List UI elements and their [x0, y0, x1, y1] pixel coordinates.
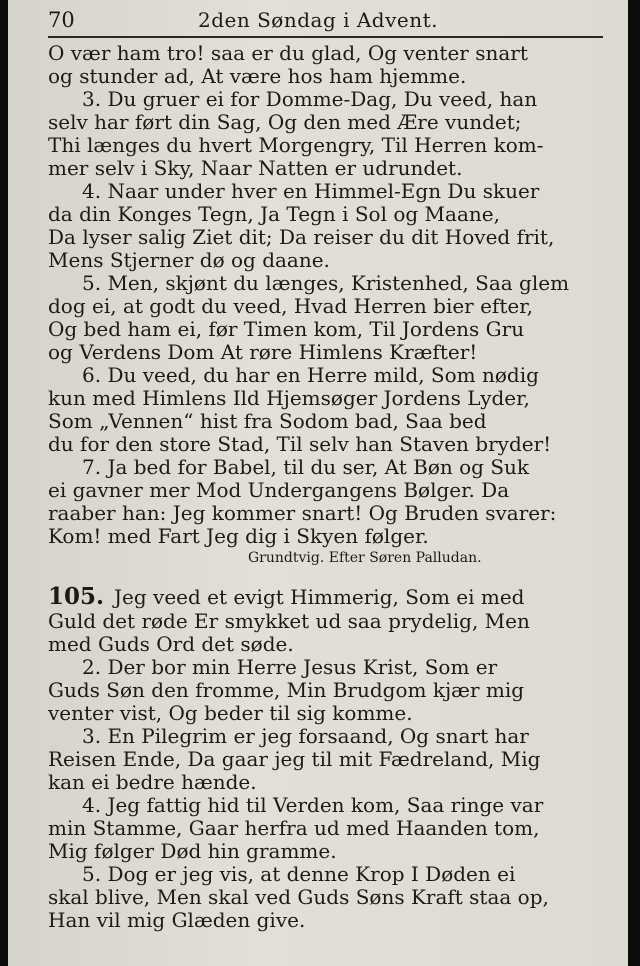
verse-line: venter vist, Og beder til sig komme. — [48, 702, 413, 725]
verse-line: kan ei bedre hænde. — [48, 771, 257, 794]
verse-line: Kom! med Fart Jeg dig i Skyen følger. — [48, 525, 429, 548]
verse-line: O vær ham tro! saa er du glad, Og venter snart — [48, 42, 528, 65]
hymn-separator — [48, 570, 608, 584]
verse-line: kun med Himlens Ild Hjemsøger Jordens Lyder, — [48, 387, 530, 410]
verse-line: 2. Der bor min Herre Jesus Krist, Som er — [82, 656, 498, 679]
verse-line: Mig følger Død hin gramme. — [48, 840, 337, 863]
verse-line: 4. Jeg fattig hid til Verden kom, Saa ringe var — [82, 794, 544, 817]
verse-line: dog ei, at godt du veed, Hvad Herren bier efter, — [48, 295, 533, 318]
verse-line: min Stamme, Gaar herfra ud med Haanden tom, — [48, 817, 540, 840]
verse-line: og Verdens Dom At røre Himlens Kræfter! — [48, 341, 478, 364]
page-number: 70 — [48, 8, 75, 32]
verse-line: Guld det røde Er smykket ud saa prydelig, Men — [48, 610, 530, 633]
hymn-number: 105. — [48, 584, 105, 610]
hymn-105 — [48, 584, 608, 932]
verse-line: Som „Vennen“ hist fra Sodom bad, Saa bed — [48, 410, 487, 433]
verse-line: Reisen Ende, Da gaar jeg til mit Fædreland, Mig — [48, 748, 541, 771]
verse-line: mer selv i Sky, Naar Natten er udrundet. — [48, 157, 463, 180]
verse-line: Han vil mig Glæden give. — [48, 909, 306, 932]
verse-line: raaber han: Jeg kommer snart! Og Bruden svarer: — [48, 502, 557, 525]
verse-line: Guds Søn den fromme, Min Brudgom kjær mig — [48, 679, 525, 702]
author-credit: Grundtvig. Efter Søren Palludan. — [248, 550, 482, 566]
hymn-104-continuation — [48, 42, 608, 570]
verse-line: 3. En Pilegrim er jeg forsaand, Og snart har — [82, 725, 529, 748]
verse-line: med Guds Ord det søde. — [48, 633, 294, 656]
verse-line: ei gavner mer Mod Undergangens Bølger. Da — [48, 479, 510, 502]
hymn-first-line — [48, 584, 608, 610]
book-page — [8, 0, 628, 966]
verse-line: 5. Men, skjønt du længes, Kristenhed, Saa glem — [82, 272, 570, 295]
verse-line: 3. Du gruer ei for Domme-Dag, Du veed, han — [82, 88, 538, 111]
verse-line: skal blive, Men skal ved Guds Søns Kraft staa op, — [48, 886, 549, 909]
verse-line: 4. Naar under hver en Himmel-Egn Du skuer — [82, 180, 540, 203]
verse-line: Mens Stjerner dø og daane. — [48, 249, 330, 272]
page-header — [48, 8, 603, 34]
page-body — [48, 42, 608, 932]
verse-line: selv har ført din Sag, Og den med Ære vundet; — [48, 111, 522, 134]
hymn-first-line-text: Jeg veed et evigt Himmerig, Som ei med — [114, 585, 525, 609]
verse-line: du for den store Stad, Til selv han Staven bryder! — [48, 433, 552, 456]
verse-line: 7. Ja bed for Babel, til du ser, At Bøn og Suk — [82, 456, 530, 479]
verse-line: 6. Du veed, du har en Herre mild, Som nødig — [82, 364, 539, 387]
verse-line: 5. Dog er jeg vis, at denne Krop I Døden ei — [82, 863, 516, 886]
verse-line: og stunder ad, At være hos ham hjemme. — [48, 65, 467, 88]
verse-line: Og bed ham ei, før Timen kom, Til Jordens Gru — [48, 318, 525, 341]
verse-line: da din Konges Tegn, Ja Tegn i Sol og Maane, — [48, 203, 500, 226]
header-rule — [48, 36, 603, 38]
verse-line: Thi længes du hvert Morgengry, Til Herren kom- — [48, 134, 544, 157]
verse-line: Da lyser salig Ziet dit; Da reiser du dit Hoved frit, — [48, 226, 555, 249]
running-title: 2den Søndag i Advent. — [198, 8, 439, 32]
